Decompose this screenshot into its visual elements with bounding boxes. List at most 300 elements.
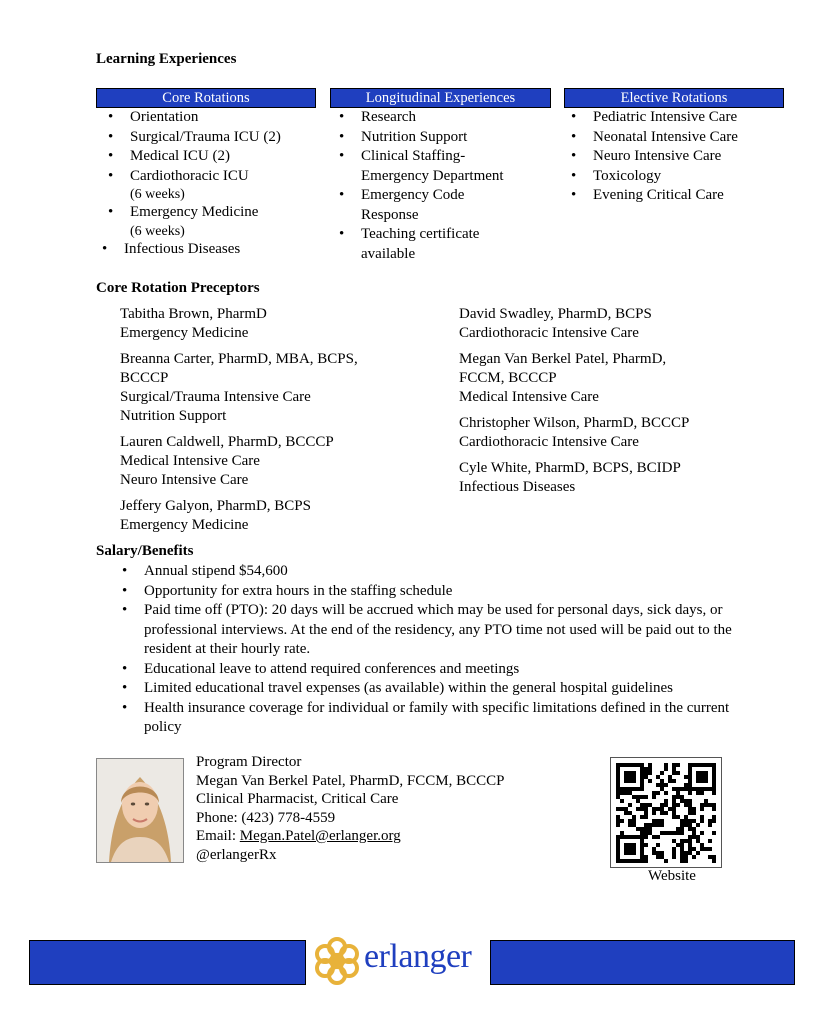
qr-module	[632, 775, 636, 779]
qr-module	[632, 851, 636, 855]
list-item: • Evening Critical Care	[567, 186, 782, 206]
qr-module	[636, 799, 640, 803]
qr-module	[628, 779, 632, 783]
qr-module	[688, 819, 692, 823]
qr-module	[628, 847, 632, 851]
preceptor-area: Emergency Medicine	[120, 517, 249, 533]
qr-module	[700, 831, 704, 835]
qr-module	[688, 823, 692, 827]
preceptor	[459, 459, 724, 497]
qr-module	[700, 847, 704, 851]
qr-module	[712, 803, 716, 807]
qr-code[interactable]	[610, 757, 722, 868]
qr-module	[644, 795, 648, 799]
qr-module	[684, 783, 688, 787]
list-item: • Annual stipend $54,600	[115, 562, 735, 582]
core-item-label: Emergency Medicine	[130, 204, 259, 220]
qr-module	[704, 787, 708, 791]
core-item-note: (6 weeks)	[130, 187, 185, 202]
qr-module	[632, 779, 636, 783]
qr-module	[680, 859, 684, 863]
qr-module	[620, 791, 624, 795]
qr-module	[616, 775, 620, 779]
qr-module	[652, 851, 656, 855]
qr-module	[688, 783, 692, 787]
qr-module	[668, 807, 672, 811]
qr-module	[672, 767, 676, 771]
qr-module	[688, 835, 692, 839]
qr-module	[692, 847, 696, 851]
qr-module	[696, 771, 700, 775]
qr-module	[628, 851, 632, 855]
qr-module	[648, 827, 652, 831]
qr-module	[712, 763, 716, 767]
qr-module	[692, 763, 696, 767]
qr-module	[640, 847, 644, 851]
qr-module	[636, 807, 640, 811]
qr-module	[628, 835, 632, 839]
qr-module	[700, 807, 704, 811]
qr-module	[672, 795, 676, 799]
preceptor	[120, 305, 395, 343]
qr-module	[624, 779, 628, 783]
qr-module	[632, 843, 636, 847]
qr-module	[676, 791, 680, 795]
list-item: • Teaching certificate available	[335, 225, 511, 264]
preceptor	[120, 350, 395, 426]
preceptor-area: Medical Intensive Care	[120, 453, 260, 469]
elective-header: Elective Rotations	[564, 88, 784, 108]
qr-module	[660, 823, 664, 827]
qr-module	[620, 763, 624, 767]
qr-module	[668, 779, 672, 783]
qr-module	[656, 823, 660, 827]
qr-module	[700, 819, 704, 823]
qr-module	[632, 771, 636, 775]
qr-module	[632, 835, 636, 839]
qr-module	[616, 771, 620, 775]
qr-module	[616, 779, 620, 783]
preceptor-name: Jeffery Galyon, PharmD, BCPS	[120, 498, 311, 514]
qr-module	[664, 831, 668, 835]
preceptors-right	[459, 305, 724, 504]
qr-module	[656, 855, 660, 859]
qr-module	[644, 835, 648, 839]
qr-module	[644, 855, 648, 859]
qr-module	[688, 839, 692, 843]
qr-module	[616, 823, 620, 827]
qr-module	[700, 843, 704, 847]
qr-module	[652, 835, 656, 839]
qr-module	[616, 847, 620, 851]
qr-module	[712, 831, 716, 835]
qr-module	[712, 783, 716, 787]
qr-module	[648, 823, 652, 827]
qr-module	[676, 815, 680, 819]
qr-module	[616, 815, 620, 819]
qr-module	[692, 855, 696, 859]
qr-module	[676, 831, 680, 835]
list-item: • Neonatal Intensive Care	[567, 128, 782, 148]
qr-module	[624, 787, 628, 791]
qr-module	[624, 763, 628, 767]
qr-module	[660, 803, 664, 807]
list-item: • Nutrition Support	[335, 128, 530, 148]
qr-module	[652, 807, 656, 811]
list-item: • Opportunity for extra hours in the staffing schedule	[115, 582, 735, 602]
director-photo	[96, 758, 184, 863]
preceptor	[120, 497, 395, 535]
qr-module	[704, 799, 708, 803]
qr-pattern	[611, 758, 721, 867]
qr-module	[616, 843, 620, 847]
qr-module	[624, 775, 628, 779]
qr-module	[660, 807, 664, 811]
qr-module	[680, 827, 684, 831]
footer-bar-left	[29, 940, 306, 985]
qr-module	[628, 823, 632, 827]
qr-module	[620, 807, 624, 811]
qr-module	[656, 819, 660, 823]
qr-module	[640, 803, 644, 807]
qr-module	[636, 763, 640, 767]
contact-phone: Phone: (423) 778-4559	[196, 809, 336, 826]
preceptor	[459, 305, 724, 343]
contact-block	[196, 753, 504, 864]
qr-module	[628, 859, 632, 863]
qr-module	[660, 783, 664, 787]
qr-module	[640, 839, 644, 843]
qr-module	[644, 771, 648, 775]
list-item: • Health insurance coverage for individual or family with specific limitations defined in the current policy	[115, 699, 735, 738]
preceptor	[459, 350, 724, 407]
qr-module	[700, 803, 704, 807]
qr-module	[696, 787, 700, 791]
qr-module	[680, 823, 684, 827]
qr-module	[616, 839, 620, 843]
preceptor-area: Surgical/Trauma Intensive Care	[120, 389, 311, 405]
qr-module	[664, 767, 668, 771]
qr-module	[692, 831, 696, 835]
qr-module	[636, 827, 640, 831]
qr-module	[640, 779, 644, 783]
qr-module	[688, 851, 692, 855]
qr-module	[616, 835, 620, 839]
list-item: • Emergency Code Response	[335, 186, 501, 225]
qr-module	[712, 775, 716, 779]
qr-module	[708, 847, 712, 851]
qr-module	[628, 811, 632, 815]
qr-module	[628, 791, 632, 795]
preceptor-name: Lauren Caldwell, PharmD, BCCCP	[120, 434, 334, 450]
qr-module	[696, 835, 700, 839]
qr-module	[696, 851, 700, 855]
preceptor-name: Cyle White, PharmD, BCPS, BCIDP	[459, 460, 681, 476]
qr-module	[628, 763, 632, 767]
qr-module	[684, 819, 688, 823]
qr-module	[620, 819, 624, 823]
qr-module	[640, 815, 644, 819]
qr-module	[684, 803, 688, 807]
qr-module	[704, 779, 708, 783]
flower-logo-icon	[312, 936, 362, 986]
brand-wordmark: erlanger	[364, 938, 472, 975]
list-item	[104, 108, 319, 128]
qr-module	[632, 823, 636, 827]
qr-module	[680, 839, 684, 843]
qr-module	[688, 771, 692, 775]
qr-module	[672, 839, 676, 843]
qr-module	[668, 831, 672, 835]
qr-module	[704, 803, 708, 807]
preceptor-name: David Swadley, PharmD, BCPS	[459, 306, 652, 322]
qr-module	[696, 791, 700, 795]
qr-module	[708, 819, 712, 823]
qr-module	[712, 767, 716, 771]
qr-module	[620, 859, 624, 863]
preceptors-left	[120, 305, 395, 542]
preceptor	[459, 414, 724, 452]
qr-module	[708, 855, 712, 859]
qr-module	[712, 855, 716, 859]
qr-module	[644, 843, 648, 847]
core-item-label: Orientation	[130, 109, 199, 125]
qr-module	[644, 811, 648, 815]
qr-module	[672, 851, 676, 855]
qr-module	[676, 843, 680, 847]
qr-module	[672, 787, 676, 791]
qr-module	[624, 847, 628, 851]
qr-module	[688, 787, 692, 791]
qr-module	[696, 763, 700, 767]
qr-module	[636, 787, 640, 791]
qr-caption: Website	[648, 868, 696, 884]
list-item: • Pediatric Intensive Care	[567, 108, 782, 128]
qr-module	[680, 847, 684, 851]
preceptor-area: Medical Intensive Care	[459, 389, 599, 405]
qr-module	[616, 783, 620, 787]
footer-bar-right	[490, 940, 795, 985]
qr-module	[680, 795, 684, 799]
qr-module	[712, 859, 716, 863]
qr-module	[644, 767, 648, 771]
qr-module	[676, 787, 680, 791]
list-item: • Paid time off (PTO): 20 days will be accrued which may be used for personal days, sick days, or professional interviews. At the end of the residency, any PTO time not used will be paid out to the resident at their hourly rate.	[115, 601, 735, 660]
list-item: • Limited educational travel expenses (as available) within the general hospital guidelines	[115, 679, 735, 699]
qr-module	[616, 795, 620, 799]
qr-module	[640, 783, 644, 787]
core-item-label: Cardiothoracic ICU	[130, 167, 249, 184]
qr-module	[688, 763, 692, 767]
qr-module	[680, 787, 684, 791]
email-link[interactable]: Megan.Patel@erlanger.org	[239, 828, 401, 844]
qr-module	[692, 787, 696, 791]
qr-module	[632, 787, 636, 791]
qr-module	[640, 827, 644, 831]
qr-module	[640, 835, 644, 839]
core-item-label: Medical ICU (2)	[130, 148, 230, 164]
qr-module	[616, 855, 620, 859]
qr-module	[708, 803, 712, 807]
preceptor-area: Cardiothoracic Intensive Care	[459, 325, 639, 341]
qr-module	[640, 851, 644, 855]
qr-module	[640, 775, 644, 779]
qr-module	[664, 803, 668, 807]
qr-module	[624, 807, 628, 811]
qr-module	[644, 827, 648, 831]
qr-module	[648, 767, 652, 771]
qr-module	[660, 851, 664, 855]
qr-module	[620, 835, 624, 839]
qr-module	[680, 851, 684, 855]
qr-module	[692, 835, 696, 839]
qr-module	[664, 859, 668, 863]
preceptor-area: Cardiothoracic Intensive Care	[459, 434, 639, 450]
qr-module	[640, 787, 644, 791]
contact-name: Megan Van Berkel Patel, PharmD, FCCM, BCCCP	[196, 772, 505, 789]
qr-module	[640, 843, 644, 847]
qr-module	[656, 791, 660, 795]
qr-module	[656, 835, 660, 839]
qr-module	[648, 803, 652, 807]
qr-module	[632, 795, 636, 799]
qr-module	[688, 827, 692, 831]
contact-role: Program Director	[196, 754, 302, 770]
qr-module	[684, 851, 688, 855]
qr-module	[616, 819, 620, 823]
qr-module	[692, 827, 696, 831]
qr-module	[624, 843, 628, 847]
qr-module	[644, 831, 648, 835]
qr-module	[688, 779, 692, 783]
qr-module	[660, 787, 664, 791]
qr-module	[676, 763, 680, 767]
core-rotations-header: Core Rotations	[96, 88, 316, 108]
qr-module	[636, 835, 640, 839]
qr-module	[628, 803, 632, 807]
qr-module	[640, 767, 644, 771]
qr-module	[712, 779, 716, 783]
qr-module	[652, 847, 656, 851]
qr-module	[648, 831, 652, 835]
preceptor-area: Infectious Diseases	[459, 479, 576, 495]
qr-module	[644, 823, 648, 827]
qr-module	[672, 799, 676, 803]
qr-module	[632, 763, 636, 767]
list-item: • Neuro Intensive Care	[567, 147, 782, 167]
qr-module	[656, 807, 660, 811]
qr-module	[656, 843, 660, 847]
preceptor-name: Tabitha Brown, PharmD	[120, 306, 267, 322]
qr-module	[656, 851, 660, 855]
qr-module	[676, 803, 680, 807]
qr-module	[684, 787, 688, 791]
learning-heading: Learning Experiences	[96, 51, 237, 67]
qr-module	[632, 847, 636, 851]
qr-module	[644, 807, 648, 811]
preceptor-area: Neuro Intensive Care	[120, 472, 249, 488]
qr-module	[624, 771, 628, 775]
qr-module	[700, 791, 704, 795]
qr-module	[704, 763, 708, 767]
list-item	[98, 240, 319, 260]
qr-module	[680, 855, 684, 859]
qr-module	[632, 859, 636, 863]
qr-module	[660, 819, 664, 823]
qr-module	[668, 775, 672, 779]
qr-module	[652, 819, 656, 823]
qr-module	[664, 783, 668, 787]
qr-module	[684, 799, 688, 803]
qr-module	[660, 771, 664, 775]
qr-module	[672, 807, 676, 811]
qr-module	[672, 847, 676, 851]
portrait-illustration	[97, 759, 183, 862]
qr-module	[688, 847, 692, 851]
qr-module	[704, 775, 708, 779]
qr-module	[652, 811, 656, 815]
list-item	[104, 128, 319, 148]
qr-module	[656, 783, 660, 787]
qr-module	[616, 767, 620, 771]
qr-module	[680, 831, 684, 835]
longitudinal-list	[335, 108, 530, 264]
qr-module	[672, 831, 676, 835]
list-item: • Toxicology	[567, 167, 782, 187]
preceptors-heading: Core Rotation Preceptors	[96, 280, 260, 296]
contact-title: Clinical Pharmacist, Critical Care	[196, 791, 399, 807]
qr-module	[640, 831, 644, 835]
preceptor-name: Breanna Carter, PharmD, MBA, BCPS, BCCCP	[120, 351, 358, 386]
qr-module	[688, 803, 692, 807]
qr-module	[672, 771, 676, 775]
qr-module	[624, 859, 628, 863]
preceptor	[120, 433, 395, 490]
qr-module	[640, 771, 644, 775]
qr-module	[652, 795, 656, 799]
qr-module	[664, 791, 668, 795]
qr-module	[656, 775, 660, 779]
qr-module	[684, 823, 688, 827]
core-rotations-list	[104, 108, 319, 259]
qr-module	[628, 775, 632, 779]
elective-list	[567, 108, 782, 206]
qr-module	[688, 791, 692, 795]
preceptor-area: Emergency Medicine	[120, 325, 249, 341]
qr-module	[636, 795, 640, 799]
qr-module	[616, 791, 620, 795]
qr-module	[688, 811, 692, 815]
preceptor-name: Christopher Wilson, PharmD, BCCCP	[459, 415, 690, 431]
qr-module	[696, 839, 700, 843]
qr-module	[712, 771, 716, 775]
core-item-note: (6 weeks)	[130, 223, 185, 239]
qr-module	[624, 811, 628, 815]
qr-module	[700, 787, 704, 791]
list-item	[104, 167, 319, 204]
qr-module	[652, 823, 656, 827]
qr-module	[628, 771, 632, 775]
qr-module	[712, 791, 716, 795]
qr-module	[672, 811, 676, 815]
qr-module	[684, 775, 688, 779]
qr-module	[644, 803, 648, 807]
qr-module	[648, 779, 652, 783]
qr-module	[624, 851, 628, 855]
qr-module	[648, 771, 652, 775]
qr-module	[644, 775, 648, 779]
qr-module	[616, 851, 620, 855]
